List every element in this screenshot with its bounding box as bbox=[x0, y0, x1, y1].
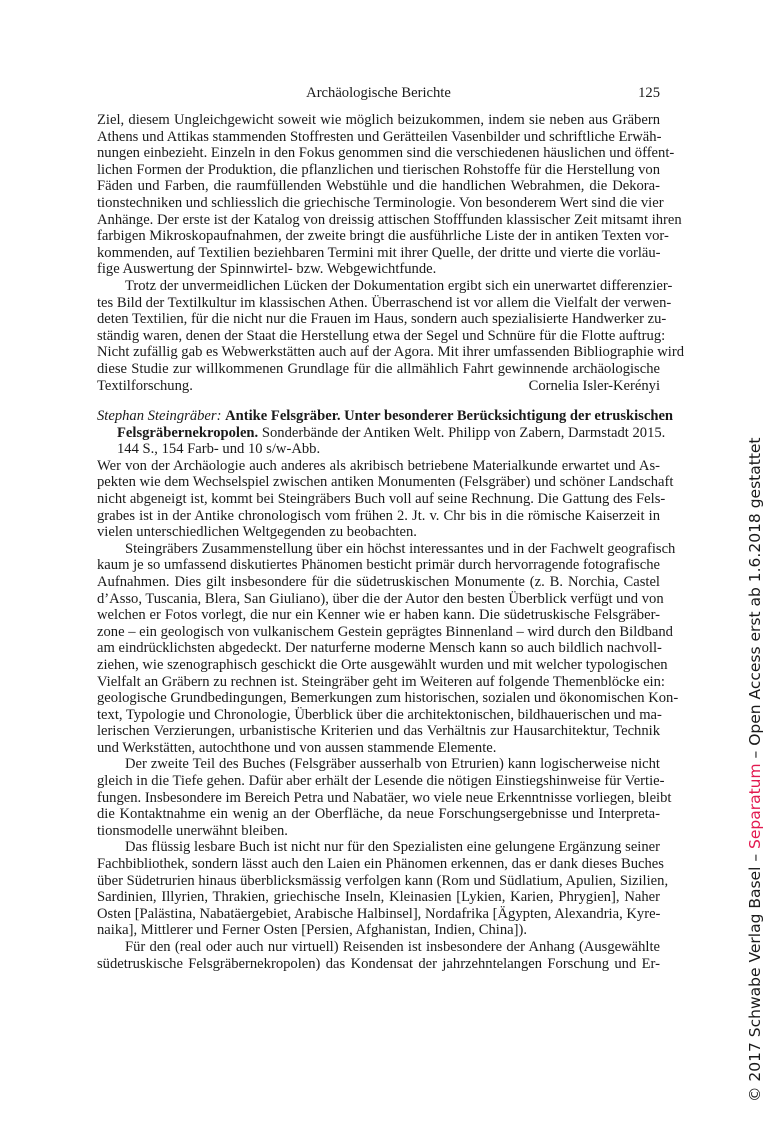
review-body bbox=[97, 457, 679, 972]
copyright-text: © 2017 Schwabe Verlag Basel – bbox=[746, 849, 764, 1102]
text-line: Anhänge. Der erste ist der Katalog von dreissig attischen Stofffunden klassischer Zeit mitsamt ihren bbox=[97, 211, 682, 228]
text-line: kommenden, auf Textilien beziehbaren Termini mit ihrer Quelle, der dritte und vierte die vorläu- bbox=[97, 244, 661, 261]
text-line: welchen er Fotos vorlegt, die nur ein Kenner wie er haben kann. Die südetruskische Felsgräber- bbox=[97, 607, 660, 624]
text-line: Ziel, diesem Ungleichgewicht soweit wie möglich beizukommen, indem sie neben aus Gräbern bbox=[97, 112, 660, 128]
text-line: farbigen Mikroskopaufnahmen, der zweite bringt die ausführliche Liste der in antiken Texten vor- bbox=[97, 228, 669, 245]
open-access-text: – Open Access erst ab 1.6.2018 gestattet bbox=[746, 437, 764, 764]
text-line: über Südetrurien hinaus überblicksmässig verfolgen kann (Rom und Südlatium, Apulien, Sizilien, bbox=[97, 872, 669, 889]
review-continued bbox=[97, 112, 684, 394]
text-line: lichen Formen der Produktion, die pflanzlichen und tierischen Rohstoffe für die Herstellung von bbox=[97, 161, 660, 178]
text-line: südetruskische Felsgräbernekropolen) das Kondensat der jahrzehntelangen Forschung und Er- bbox=[97, 955, 660, 972]
text-line: am eindrücklichsten abgedeckt. Der naturferne moderne Mensch kann so auch bildlich nachvoll- bbox=[97, 640, 662, 657]
paragraph-final-line: Textilforschung. bbox=[97, 377, 193, 394]
text-line: Der zweite Teil des Buches (Felsgräber ausserhalb von Etrurien) kann logischerweise nicht bbox=[125, 756, 660, 773]
text-line: Aufnahmen. Dies gilt insbesondere für die südetruskischen Monumente (z. B. Norchia, Castel bbox=[97, 573, 660, 590]
reviewer-signature: Cornelia Isler-Kerényi bbox=[528, 377, 660, 394]
separatum-label: Separatum bbox=[746, 763, 764, 849]
text-line: geologische Grundbedingungen, Bemerkungen zum historischen, sozialen und ökonomischen Kon- bbox=[97, 690, 679, 707]
entry-line bbox=[97, 441, 660, 458]
text-line: Sardinien, Illyrien, Thrakien, griechische Inseln, Kleinasien [Lykien, Karien, Phrygien], Naher bbox=[97, 889, 660, 906]
running-head-title: Archäologische Berichte bbox=[306, 85, 451, 101]
paragraph bbox=[97, 540, 679, 757]
paragraph bbox=[97, 457, 674, 541]
text-line: Steingräbers Zusammenstellung über ein höchst interessantes und in der Fachwelt geografisch bbox=[125, 540, 676, 557]
text-line: tes Bild der Textilkultur im klassischen Athen. Überraschend ist vor allem die Vielfalt der verwen- bbox=[97, 294, 672, 311]
text-line: Fachbibliothek, sondern lässt auch den Laien ein Phänomen erkennen, das er dank dieses Buches bbox=[97, 856, 664, 873]
text-line: diese Studie zur willkommenen Grundlage für die allmählich Fahrt gewinnende archäologische bbox=[97, 360, 660, 377]
paragraph bbox=[97, 756, 672, 839]
running-head bbox=[97, 83, 660, 103]
review-body bbox=[97, 112, 684, 378]
publication-info: Sonderbände der Antiken Welt. Philipp von Zabern, Darmstadt 2015. bbox=[261, 424, 666, 441]
text-line: fungen. Insbesondere im Bereich Petra und Nabatäer, wo viele neue Erkenntnisse vorliegen, bleibt bbox=[97, 789, 672, 806]
book-title: Antike Felsgräber. Unter besonderer Berücksichtigung der etruskischen bbox=[225, 408, 674, 424]
text-line: Fäden und Farben, die raumfüllenden Webstühle und die handlichen Webrahmen, die Dekora- bbox=[97, 178, 660, 195]
text-line: naika], Mittlerer und Ferner Osten [Persien, Afghanistan, Indien, China]). bbox=[97, 922, 527, 939]
text-line: lerischen Verzierungen, urbanistische Kriterien und das Verhältnis zur Hausarchitektur, Technik bbox=[97, 723, 660, 740]
text-line: und Werkstätten, autochthone und von aussen stammende Elemente. bbox=[97, 739, 497, 756]
paragraph bbox=[97, 277, 684, 378]
page-number: 125 bbox=[638, 85, 660, 101]
text-line: fige Auswertung der Spinnwirtel- bzw. Webgewichtfunde. bbox=[97, 261, 437, 278]
text-line: tionstechniken und schliesslich die griechische Terminologie. Von besonderem Wert sind die vier bbox=[97, 194, 664, 211]
text-line: kaum je so umfassend diskutiertes Phänomen besticht primär durch hervorragende fotografische bbox=[97, 557, 660, 574]
text-line: Das flüssig lesbare Buch ist nicht nur für den Spezialisten eine gelungene Ergänzung seiner bbox=[125, 839, 660, 856]
paragraph bbox=[97, 939, 660, 972]
book-author: Stephan Steingräber: bbox=[97, 408, 222, 424]
text-line: zone – ein geologisch von vulkanischem Gestein geprägtes Binnenland – wird durch den Bildband bbox=[97, 623, 673, 640]
text-line: text, Typologie und Chronologie, Überblick über die architektonischen, bildhauerischen und ma- bbox=[97, 706, 662, 723]
text-line: ständig waren, denen der Staat die Herstellung etwa der Segel und Schnüre für die Flotte auftrug: bbox=[97, 327, 666, 344]
text-line: Wer von der Archäologie auch anderes als akribisch betriebene Materialkunde erwartet und As- bbox=[97, 457, 660, 474]
text-line: tionsmodelle unerwähnt bleiben. bbox=[97, 822, 288, 839]
text-line: nicht abgeneigt ist, kommt bei Steingräbers Buch voll auf seine Rechnung. Die Gattung des Fels- bbox=[97, 490, 666, 507]
text-line: Trotz der unvermeidlichen Lücken der Dokumentation ergibt sich ein unerwartet differenzier- bbox=[125, 277, 673, 294]
text-line: ziehen, wie szenographisch geschickt die Orte ausgewählt wurden und mit welcher typologischen bbox=[97, 656, 668, 673]
paragraph bbox=[97, 839, 669, 939]
text-line: deten Textilien, für die nicht nur die Frauen im Haus, sondern auch spezialisierte Handwerker zu- bbox=[97, 311, 667, 328]
signature-line bbox=[97, 378, 660, 395]
text-line: Osten [Palästina, Nabatäergebiet, Arabische Halbinsel], Nordafrika [Ägypten, Alexandria, Kyre- bbox=[97, 905, 661, 922]
text-line: vielen unterschiedlichen Weltgegenden zu beobachten. bbox=[97, 524, 417, 541]
text-line: Athens und Attikas stammenden Stoffresten und Gerätteilen Vasenbilder und schriftliche Erwäh- bbox=[97, 128, 662, 145]
text-line: gleich in die Tiefe gehen. Dafür aber erhält der Lesende die nötigen Einstiegshinweise für Vertie- bbox=[97, 773, 665, 790]
entry-line bbox=[97, 408, 674, 425]
entry-line bbox=[97, 424, 666, 442]
text-line: die Kontaktnahme ein wenig an der Oberfläche, da neue Forschungsergebnisse und Interpreta- bbox=[97, 806, 660, 823]
paragraph bbox=[97, 112, 682, 278]
text-line: Vielfalt an Gräbern zu rechnen ist. Steingräber geht im Weiteren auf folgende Themenblöcke ein: bbox=[97, 673, 665, 690]
copyright-notice bbox=[745, 437, 765, 1102]
text-line: nungen einbezieht. Einzeln in den Fokus genommen sind die verschiedenen häuslichen und öffent- bbox=[97, 145, 675, 162]
bibliographic-entry bbox=[97, 408, 674, 458]
book-extent: 144 S., 154 Farb- und 10 s/w-Abb. bbox=[117, 441, 321, 458]
text-line: Für den (real oder auch nur virtuell) Reisenden ist insbesondere der Anhang (Ausgewählte bbox=[125, 939, 660, 955]
text-line: Nicht zufällig gab es Webwerkstätten auch auf der Agora. Mit ihrer umfassenden Bibliographie wird bbox=[97, 344, 684, 361]
text-line: grabes ist in der Antike chronologisch vom frühen 2. Jt. v. Chr bis in die römische Kaiserzeit in bbox=[97, 507, 660, 524]
review-entry bbox=[97, 408, 679, 972]
book-title-cont: Felsgräbernekropolen. bbox=[117, 424, 259, 441]
text-line: pekten wie dem Wechselspiel zwischen antiken Monumenten (Felsgräber) und schöner Landschaft bbox=[97, 474, 674, 491]
text-line: d’Asso, Tuscania, Blera, San Giuliano), über die der Autor den besten Überblick verfügt und von bbox=[97, 590, 664, 607]
